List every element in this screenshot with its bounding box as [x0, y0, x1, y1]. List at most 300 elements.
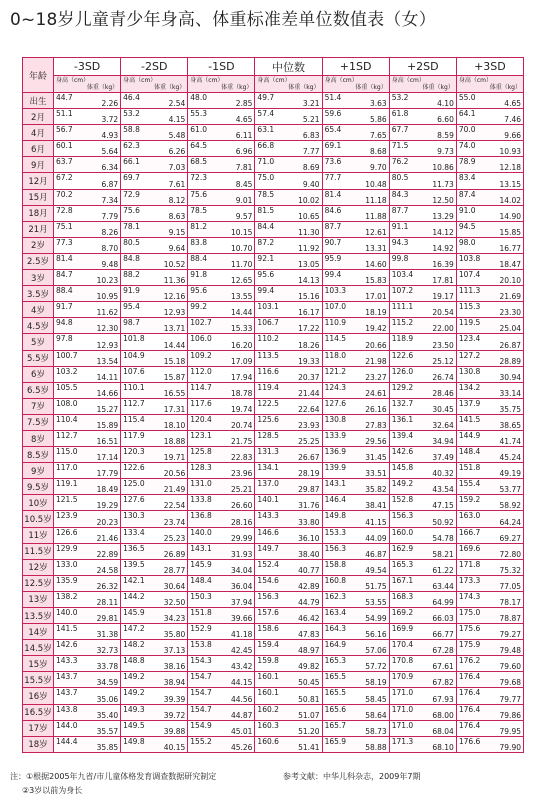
- measurement-cell: [456, 430, 523, 446]
- measurement-cell: [121, 736, 188, 752]
- measurement-cell: [188, 173, 255, 189]
- weight-value: 12.93: [163, 308, 186, 318]
- measurement-cell: [456, 527, 523, 543]
- measurement-cell: [255, 350, 322, 366]
- weight-value: 39.72: [163, 710, 186, 720]
- height-value: 94.5: [458, 221, 476, 231]
- measurement-cell: [255, 511, 322, 527]
- measurement-cell: [255, 141, 322, 157]
- measurement-cell: [322, 414, 389, 430]
- weight-value: 9.15: [168, 227, 186, 237]
- age-cell: 8.5岁: [23, 447, 54, 463]
- weight-value: 72.80: [499, 549, 521, 559]
- height-value: 112.0: [190, 366, 212, 376]
- weight-value: 37.49: [432, 453, 454, 463]
- height-value: 130.3: [123, 511, 145, 521]
- measurement-cell: [389, 302, 456, 318]
- measurement-cell: [255, 688, 322, 704]
- height-value: 129.2: [391, 382, 414, 392]
- weight-value: 23.30: [499, 308, 521, 318]
- weight-value: 8.70: [101, 243, 119, 253]
- age-cell: 7岁: [23, 398, 54, 414]
- table-row: [23, 173, 524, 189]
- table-row: [23, 608, 524, 624]
- measurement-cell: [188, 141, 255, 157]
- weight-value: 14.02: [499, 195, 521, 205]
- height-value: 171.8: [458, 559, 481, 569]
- measurement-cell: [121, 93, 188, 109]
- measurement-cell: [121, 334, 188, 350]
- height-value: 154.7: [190, 688, 212, 698]
- weight-value: 9.01: [235, 195, 253, 205]
- height-value: 78.1: [123, 221, 140, 231]
- measurement-cell: [188, 318, 255, 334]
- weight-value: 11.36: [163, 276, 186, 286]
- measurement-cell: [322, 318, 389, 334]
- measurement-cell: [188, 398, 255, 414]
- measurement-cell: [54, 398, 121, 414]
- height-value: 88.2: [123, 270, 140, 280]
- height-value: 133.8: [190, 495, 212, 505]
- measurement-cell: [188, 334, 255, 350]
- weight-value: 4.93: [101, 131, 119, 141]
- weight-value: 15.16: [298, 292, 320, 302]
- weight-value: 5.21: [302, 115, 320, 125]
- height-unit-label: 身高（cm）: [391, 77, 425, 84]
- measurement-cell: [322, 205, 389, 221]
- age-cell: 18岁: [23, 736, 54, 752]
- weight-value: 22.00: [432, 324, 454, 334]
- measurement-cell: [121, 237, 188, 253]
- measurement-cell: [456, 157, 523, 173]
- measurement-cell: [54, 173, 121, 189]
- measurement-cell: [456, 350, 523, 366]
- measurement-cell: [322, 237, 389, 253]
- measurement-cell: [255, 704, 322, 720]
- measurement-cell: [389, 189, 456, 205]
- measurement-cell: [456, 398, 523, 414]
- height-value: 149.7: [257, 543, 279, 553]
- measurement-cell: [255, 286, 322, 302]
- age-cell: 3.5岁: [23, 286, 54, 302]
- table-row: [23, 318, 524, 334]
- measurement-cell: [456, 688, 523, 704]
- height-value: 171.0: [391, 688, 414, 698]
- height-value: 109.2: [190, 350, 212, 360]
- height-value: 84.4: [257, 221, 275, 231]
- measurement-cell: [188, 350, 255, 366]
- weight-value: 17.79: [96, 469, 119, 479]
- measurement-cell: [389, 720, 456, 736]
- weight-value: 10.93: [499, 147, 521, 157]
- table-row: [23, 527, 524, 543]
- height-value: 148.4: [458, 447, 481, 457]
- height-value: 165.9: [324, 736, 347, 746]
- weight-value: 77.05: [499, 581, 521, 591]
- measurement-cell: [456, 173, 523, 189]
- table-row: [23, 640, 524, 656]
- weight-value: 45.01: [230, 726, 253, 736]
- weight-value: 16.55: [163, 388, 186, 398]
- height-value: 112.7: [56, 430, 78, 440]
- weight-value: 4.65: [504, 99, 521, 109]
- height-value: 143.1: [324, 479, 347, 489]
- measurement-cell: [255, 189, 322, 205]
- weight-value: 38.65: [499, 420, 521, 430]
- weight-value: 33.80: [298, 517, 320, 527]
- measurement-cell: [456, 720, 523, 736]
- weight-value: 56.16: [365, 630, 387, 640]
- weight-value: 15.83: [365, 276, 387, 286]
- measurement-cell: [54, 270, 121, 286]
- unit-header-cell: [456, 76, 523, 93]
- page-title: 0~18岁儿童青少年身高、体重标准差单位数值表（女）: [10, 10, 436, 30]
- weight-value: 32.50: [163, 598, 186, 607]
- measurement-cell: [255, 173, 322, 189]
- weight-value: 49.82: [298, 662, 320, 672]
- weight-value: 15.18: [163, 356, 186, 366]
- weight-value: 35.82: [365, 485, 387, 495]
- weight-value: 2.26: [101, 99, 119, 109]
- measurement-cell: [188, 366, 255, 382]
- weight-value: 19.42: [365, 324, 387, 334]
- age-cell: 2月: [23, 109, 54, 125]
- measurement-cell: [54, 109, 121, 125]
- height-value: 70.2: [56, 189, 73, 199]
- measurement-cell: [54, 511, 121, 527]
- height-value: 153.8: [190, 640, 212, 650]
- table-row: [23, 366, 524, 382]
- height-value: 84.7: [56, 270, 73, 280]
- height-value: 133.4: [123, 527, 145, 537]
- height-value: 75.6: [190, 189, 207, 199]
- height-value: 121.5: [56, 495, 78, 505]
- weight-value: 6.87: [101, 179, 119, 189]
- weight-value: 15.33: [230, 324, 253, 334]
- height-value: 152.4: [257, 559, 279, 569]
- height-value: 75.1: [56, 221, 73, 231]
- height-value: 123.1: [190, 430, 212, 440]
- measurement-cell: [322, 173, 389, 189]
- height-value: 160.0: [391, 527, 414, 537]
- measurement-cell: [456, 366, 523, 382]
- weight-value: 39.66: [230, 614, 253, 624]
- height-value: 163.0: [458, 511, 481, 521]
- measurement-cell: [188, 608, 255, 624]
- age-cell: 11岁: [23, 527, 54, 543]
- height-value: 142.6: [391, 447, 414, 457]
- height-value: 87.4: [458, 189, 476, 199]
- weight-value: 12.61: [365, 227, 387, 237]
- measurement-cell: [121, 720, 188, 736]
- measurement-cell: [255, 157, 322, 173]
- weight-value: 4.15: [168, 115, 186, 125]
- measurement-cell: [188, 109, 255, 125]
- table-row: [23, 93, 524, 109]
- weight-value: 16.77: [499, 243, 521, 253]
- height-value: 99.8: [391, 253, 409, 263]
- height-value: 80.5: [391, 173, 409, 183]
- height-value: 173.3: [458, 575, 481, 585]
- height-value: 115.2: [391, 318, 414, 328]
- weight-value: 25.04: [499, 324, 521, 334]
- weight-value: 7.34: [101, 195, 119, 205]
- table-row: [23, 704, 524, 720]
- table-row: [23, 720, 524, 736]
- height-value: 98.7: [123, 318, 140, 328]
- weight-value: 45.26: [230, 743, 253, 752]
- measurement-cell: [389, 736, 456, 752]
- weight-value: 66.77: [432, 630, 454, 640]
- measurement-cell: [188, 157, 255, 173]
- weight-value: 79.77: [499, 694, 521, 704]
- age-cell: 15.5岁: [23, 672, 54, 688]
- height-value: 158.6: [257, 624, 279, 634]
- height-value: 159.2: [458, 495, 481, 505]
- height-value: 107.6: [123, 366, 145, 376]
- weight-value: 40.77: [298, 565, 320, 575]
- height-value: 95.4: [123, 302, 140, 312]
- height-unit-label: 身高（cm）: [458, 77, 492, 84]
- weight-value: 5.48: [168, 131, 186, 141]
- height-value: 72.9: [123, 189, 140, 199]
- measurement-cell: [456, 237, 523, 253]
- measurement-cell: [389, 543, 456, 559]
- height-value: 108.0: [56, 398, 78, 408]
- table-row: [23, 270, 524, 286]
- weight-value: 20.56: [163, 469, 186, 479]
- measurement-cell: [322, 93, 389, 109]
- height-value: 145.8: [391, 463, 414, 473]
- measurement-cell: [389, 511, 456, 527]
- height-value: 84.8: [123, 253, 140, 263]
- measurement-cell: [188, 672, 255, 688]
- height-value: 167.1: [391, 575, 414, 585]
- weight-value: 15.85: [499, 227, 521, 237]
- height-value: 111.3: [458, 286, 481, 296]
- height-value: 102.7: [190, 318, 212, 328]
- weight-value: 3.21: [302, 99, 320, 109]
- weight-value: 25.25: [298, 437, 320, 447]
- measurement-cell: [121, 495, 188, 511]
- measurement-cell: [188, 270, 255, 286]
- measurement-cell: [188, 591, 255, 607]
- weight-value: 51.20: [298, 726, 320, 736]
- weight-value: 69.27: [499, 533, 521, 543]
- age-cell: 21月: [23, 221, 54, 237]
- unit-header-cell: [54, 76, 121, 93]
- weight-value: 8.26: [101, 227, 119, 237]
- measurement-cell: [121, 141, 188, 157]
- height-value: 72.3: [190, 173, 207, 183]
- measurement-cell: [121, 350, 188, 366]
- weight-value: 26.87: [499, 340, 521, 350]
- height-value: 165.6: [324, 704, 347, 714]
- height-value: 127.6: [123, 495, 145, 505]
- measurement-cell: [255, 302, 322, 318]
- sd-group-header: -3SD: [54, 58, 121, 76]
- weight-value: 14.66: [96, 388, 119, 398]
- measurement-cell: [255, 543, 322, 559]
- weight-value: 12.30: [96, 324, 119, 334]
- height-value: 134.2: [458, 382, 481, 392]
- measurement-cell: [121, 430, 188, 446]
- sd-group-header: +2SD: [389, 58, 456, 76]
- measurement-cell: [456, 656, 523, 672]
- measurement-cell: [54, 704, 121, 720]
- height-value: 140.1: [257, 495, 279, 505]
- height-value: 124.3: [324, 382, 347, 392]
- height-value: 118.9: [391, 334, 414, 344]
- height-value: 149.8: [324, 511, 347, 521]
- weight-value: 19.17: [432, 292, 454, 302]
- measurement-cell: [322, 398, 389, 414]
- weight-value: 18.19: [365, 308, 387, 318]
- weight-value: 11.73: [432, 179, 454, 189]
- measurement-cell: [322, 270, 389, 286]
- height-value: 160.3: [257, 720, 279, 730]
- weight-value: 78.87: [499, 614, 521, 624]
- height-value: 75.6: [123, 205, 140, 215]
- weight-value: 10.23: [96, 276, 119, 286]
- height-value: 160.1: [257, 688, 279, 698]
- weight-value: 11.18: [365, 195, 387, 205]
- height-value: 53.2: [123, 109, 140, 119]
- measurement-cell: [54, 447, 121, 463]
- measurement-cell: [255, 253, 322, 269]
- measurement-cell: [121, 398, 188, 414]
- height-value: 62.3: [123, 141, 140, 151]
- height-value: 125.0: [123, 479, 145, 489]
- weight-value: 7.61: [168, 179, 186, 189]
- measurement-cell: [456, 511, 523, 527]
- weight-value: 50.45: [298, 678, 320, 688]
- table-row: [23, 398, 524, 414]
- weight-value: 20.66: [365, 340, 387, 350]
- measurement-cell: [54, 382, 121, 398]
- table-row: [23, 511, 524, 527]
- height-value: 146.4: [324, 495, 347, 505]
- weight-value: 6.11: [235, 131, 253, 141]
- weight-value: 61.22: [432, 565, 454, 575]
- height-value: 138.2: [56, 591, 78, 601]
- age-cell: 9.5岁: [23, 479, 54, 495]
- measurement-cell: [54, 141, 121, 157]
- weight-unit-label: 体重（kg）: [288, 84, 320, 91]
- weight-value: 26.16: [365, 404, 387, 414]
- weight-unit-label: 体重（kg）: [86, 84, 119, 91]
- weight-value: 75.32: [499, 565, 521, 575]
- height-value: 171.0: [391, 704, 414, 714]
- measurement-cell: [389, 672, 456, 688]
- table-body: [23, 93, 524, 753]
- measurement-cell: [54, 463, 121, 479]
- measurement-cell: [121, 656, 188, 672]
- height-value: 55.0: [458, 93, 476, 102]
- weight-value: 6.34: [101, 163, 119, 173]
- age-cell: 16.5岁: [23, 704, 54, 720]
- height-value: 46.4: [123, 93, 140, 102]
- height-value: 139.4: [391, 430, 414, 440]
- weight-value: 12.18: [499, 163, 521, 173]
- measurement-cell: [54, 624, 121, 640]
- measurement-cell: [121, 704, 188, 720]
- height-value: 91.0: [458, 205, 476, 215]
- height-value: 176.4: [458, 704, 481, 714]
- table-row: [23, 205, 524, 221]
- weight-value: 31.76: [298, 501, 320, 511]
- height-value: 103.3: [324, 286, 347, 296]
- height-value: 166.7: [458, 527, 481, 537]
- weight-value: 35.75: [499, 404, 521, 414]
- note-length: ②3岁以前为身长: [22, 786, 83, 795]
- weight-value: 44.87: [230, 710, 253, 720]
- height-value: 169.6: [458, 543, 481, 553]
- height-value: 156.3: [257, 591, 279, 601]
- age-cell: 15月: [23, 189, 54, 205]
- height-value: 104.9: [123, 350, 145, 360]
- weight-value: 47.83: [298, 630, 320, 640]
- height-value: 137.9: [458, 398, 481, 408]
- measurement-cell: [322, 720, 389, 736]
- height-value: 165.5: [324, 672, 347, 682]
- height-value: 71.5: [391, 141, 409, 151]
- measurement-cell: [121, 591, 188, 607]
- weight-value: 8.68: [370, 147, 387, 157]
- weight-value: 18.78: [230, 388, 253, 398]
- height-value: 75.0: [257, 173, 275, 183]
- weight-value: 18.10: [163, 420, 186, 430]
- measurement-cell: [389, 93, 456, 109]
- height-value: 69.7: [123, 173, 140, 183]
- measurement-cell: [456, 125, 523, 141]
- weight-value: 17.31: [163, 404, 186, 414]
- height-value: 55.3: [190, 109, 207, 119]
- height-value: 169.2: [391, 608, 414, 617]
- age-column-header: 年龄: [23, 58, 54, 93]
- weight-value: 13.31: [365, 243, 387, 253]
- height-value: 144.9: [458, 430, 481, 440]
- measurement-cell: [456, 141, 523, 157]
- measurement-cell: [188, 286, 255, 302]
- measurement-cell: [188, 253, 255, 269]
- weight-value: 17.09: [230, 356, 253, 366]
- weight-value: 6.60: [437, 115, 454, 125]
- weight-value: 7.65: [370, 131, 387, 141]
- weight-value: 2.85: [235, 99, 253, 109]
- weight-value: 10.65: [298, 211, 320, 221]
- measurement-cell: [121, 624, 188, 640]
- table-row: [23, 688, 524, 704]
- weight-value: 15.89: [96, 420, 119, 430]
- measurement-cell: [121, 559, 188, 575]
- height-value: 154.7: [190, 672, 212, 682]
- weight-value: 7.03: [168, 163, 186, 173]
- weight-value: 17.81: [432, 276, 454, 286]
- sd-group-header: +3SD: [456, 58, 523, 76]
- height-value: 121.2: [324, 366, 347, 376]
- height-value: 149.5: [123, 720, 145, 730]
- age-cell: 2.5岁: [23, 253, 54, 269]
- weight-value: 29.56: [365, 437, 387, 447]
- measurement-cell: [322, 447, 389, 463]
- age-cell: 4岁: [23, 302, 54, 318]
- weight-value: 19.33: [298, 356, 320, 366]
- measurement-cell: [456, 221, 523, 237]
- height-value: 162.3: [324, 591, 347, 601]
- height-value: 142.1: [123, 575, 145, 585]
- measurement-cell: [456, 318, 523, 334]
